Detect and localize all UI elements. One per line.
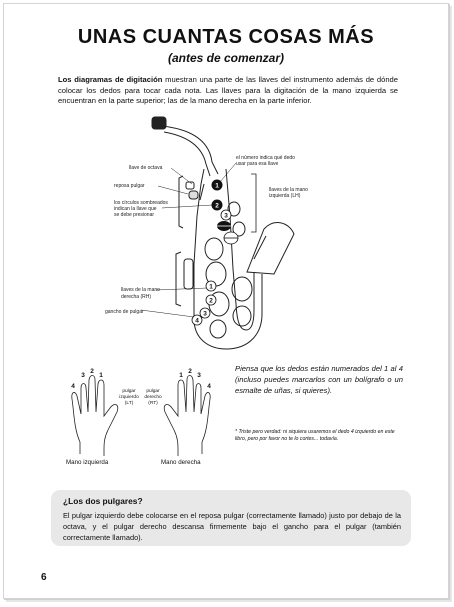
label-lh-keys-1: llaves de la mano <box>269 187 308 193</box>
rh-key-1-num: 1 <box>209 283 213 291</box>
intro-bold: Los diagramas de digitación <box>58 75 163 84</box>
sax-bell <box>247 223 294 274</box>
thumbs-info-box <box>51 490 411 546</box>
right-hand-drawing <box>164 376 210 457</box>
page-subtitle: (antes de comenzar) <box>167 51 285 65</box>
right-finger-3: 3 <box>197 372 201 379</box>
left-thumb-label: pulgar izquierdo (LT) <box>119 389 139 406</box>
mouthpiece <box>152 117 166 129</box>
finger-numbering-note: Piensa que los dedos están numerados del 1 al 4 (incluso puedes marcarlos con un bolígrafo o un esmalte de uñas, si quieres). <box>235 364 403 395</box>
rh-key-3-num: 3 <box>203 310 207 318</box>
lh-key-1-num: 1 <box>215 182 219 190</box>
label-thumb-hook: gancho de pulgar <box>105 309 144 315</box>
label-shaded-3: se debe presionar <box>114 212 155 218</box>
intro-text: muestran una parte de las llaves del instrumento además de dónde colocar los dedos para tocar cada nota. Las llaves para la digitación de la mano izquierda se encuentran en la parte superior; las de la mano derecha en la parte inferior. <box>58 75 399 105</box>
label-lh-keys-2: izquierda (LH) <box>269 193 301 199</box>
thumbs-box-title: ¿Los dos pulgares? <box>63 496 143 506</box>
book-page <box>3 3 449 599</box>
lh-key-3-num: 3 <box>224 212 228 220</box>
left-hand-drawing <box>72 376 118 457</box>
label-thumb-rest: reposa pulgar <box>114 183 145 189</box>
rh-key-2-num: 2 <box>209 297 213 305</box>
label-shaded-2: indican la llave que <box>114 206 157 212</box>
right-finger-4: 4 <box>207 383 211 390</box>
lh-key-2-num: 2 <box>215 202 219 210</box>
left-finger-4: 4 <box>71 383 75 390</box>
right-thumb-label: pulgar derecho (RT) <box>144 389 162 406</box>
thumbs-box-body: El pulgar izquierdo debe colocarse en el reposa pulgar (correctamente llamado) justo por debajo de la octava, y el pulgar derecho descansa firmemente bajo el gancho para el pulgar (también correctamente llamado). <box>63 511 401 542</box>
label-rh-keys-1: llaves de la mano <box>121 287 160 293</box>
label-finger-number-2: usar para esa llave <box>236 161 279 167</box>
right-finger-2: 2 <box>188 368 192 375</box>
rh-key-4-num: 4 <box>195 317 199 325</box>
label-octave-key: llave de octava <box>129 165 163 171</box>
right-hand-caption: Mano derecha <box>161 459 201 466</box>
label-shaded-1: los círculos sombreados <box>114 200 168 206</box>
right-finger-1: 1 <box>179 372 183 379</box>
left-hand-caption: Mano izquierda <box>66 459 109 466</box>
footnote: * Triste pero verdad: ni siquiera usaremos el dedo 4 izquierdo en este libro, pero por favor no te lo cortes... todavía. <box>235 429 395 442</box>
page-number: 6 <box>41 572 47 583</box>
label-rh-keys-2: derecha (RH) <box>121 294 152 300</box>
left-finger-2: 2 <box>90 368 94 375</box>
left-finger-3: 3 <box>81 372 85 379</box>
label-finger-number-1: el número indica qué dedo <box>236 155 295 161</box>
page-title: UNAS CUANTAS COSAS MÁS <box>77 26 375 48</box>
left-finger-1: 1 <box>99 372 103 379</box>
